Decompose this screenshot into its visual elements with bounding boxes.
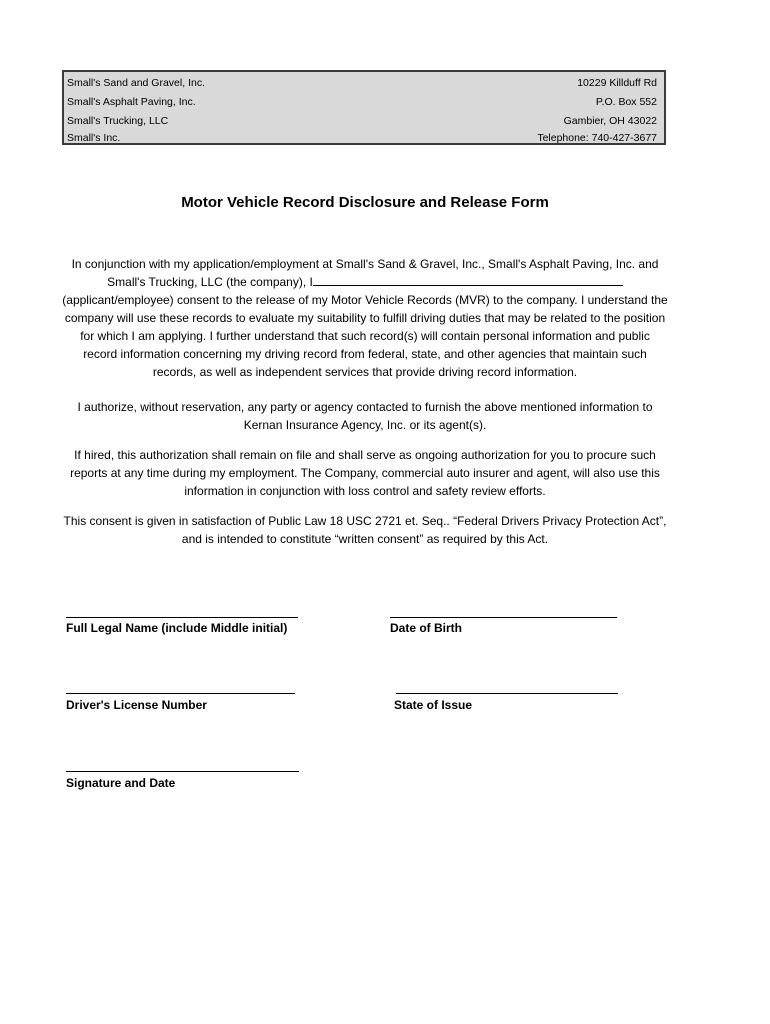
header-row-3 xyxy=(67,112,657,129)
consent-text-part1: In conjunction with my application/employment at Small's Sand & Gravel, Inc., Small's Asphalt Paving, Inc. and Small's Trucking, LLC (the company), I xyxy=(71,257,659,289)
license-number-line[interactable] xyxy=(66,693,295,694)
consent-text-part2: (applicant/employee) consent to the release of my Motor Vehicle Records (MVR) to the company. I understand the company will use these records to evaluate my suitability to fulfill driving duties that may be related to the position for which I am applying. I further understand that such record(s) will contain personal information and public record information concerning my driving record from federal, state, and other agencies that maintain such records, as well as independent services that provide driving record information. xyxy=(62,293,668,379)
applicant-name-blank[interactable] xyxy=(313,273,623,286)
address-city: Gambier, OH 43022 xyxy=(563,114,657,127)
full-name-line[interactable] xyxy=(66,617,298,618)
company-name-4: Small's Inc. xyxy=(67,131,121,144)
authorization-paragraph: I authorize, without reservation, any party or agency contacted to furnish the above mentioned information to Kernan Insurance Agency, Inc. or its agent(s). xyxy=(77,400,653,432)
state-of-issue-line[interactable] xyxy=(396,693,618,694)
company-header-box xyxy=(62,70,666,145)
company-name-3: Small's Trucking, LLC xyxy=(67,114,169,127)
header-row-1 xyxy=(67,74,657,91)
date-of-birth-label: Date of Birth xyxy=(390,621,462,635)
company-name-2: Small's Asphalt Paving, Inc. xyxy=(67,95,196,108)
form-title: Motor Vehicle Record Disclosure and Release Form xyxy=(181,194,549,211)
company-name-1: Small's Sand and Gravel, Inc. xyxy=(67,76,205,89)
signature-line[interactable] xyxy=(66,771,299,772)
address-po-box: P.O. Box 552 xyxy=(595,95,657,108)
header-row-2 xyxy=(67,93,657,110)
header-row-4 xyxy=(67,129,657,146)
ongoing-authorization-paragraph: If hired, this authorization shall remain on file and shall serve as ongoing authorization for you to procure such reports at any time during my employment. The Company, commercial auto insurer and agent, will also use this information in conjunction with loss control and safety review efforts. xyxy=(70,448,660,498)
license-number-label: Driver's License Number xyxy=(66,698,207,712)
consent-paragraph xyxy=(62,255,668,381)
full-name-label: Full Legal Name (include Middle initial) xyxy=(66,621,288,635)
address-telephone: Telephone: 740-427-3677 xyxy=(537,131,657,144)
date-of-birth-line[interactable] xyxy=(390,617,617,618)
state-of-issue-label: State of Issue xyxy=(394,698,473,712)
address-street: 10229 Killduff Rd xyxy=(577,76,657,89)
law-consent-paragraph: This consent is given in satisfaction of Public Law 18 USC 2721 et. Seq.. “Federal Drivers Privacy Protection Act”, and is intended to constitute “written consent” as required by this Act. xyxy=(63,514,667,546)
signature-label: Signature and Date xyxy=(66,776,176,790)
